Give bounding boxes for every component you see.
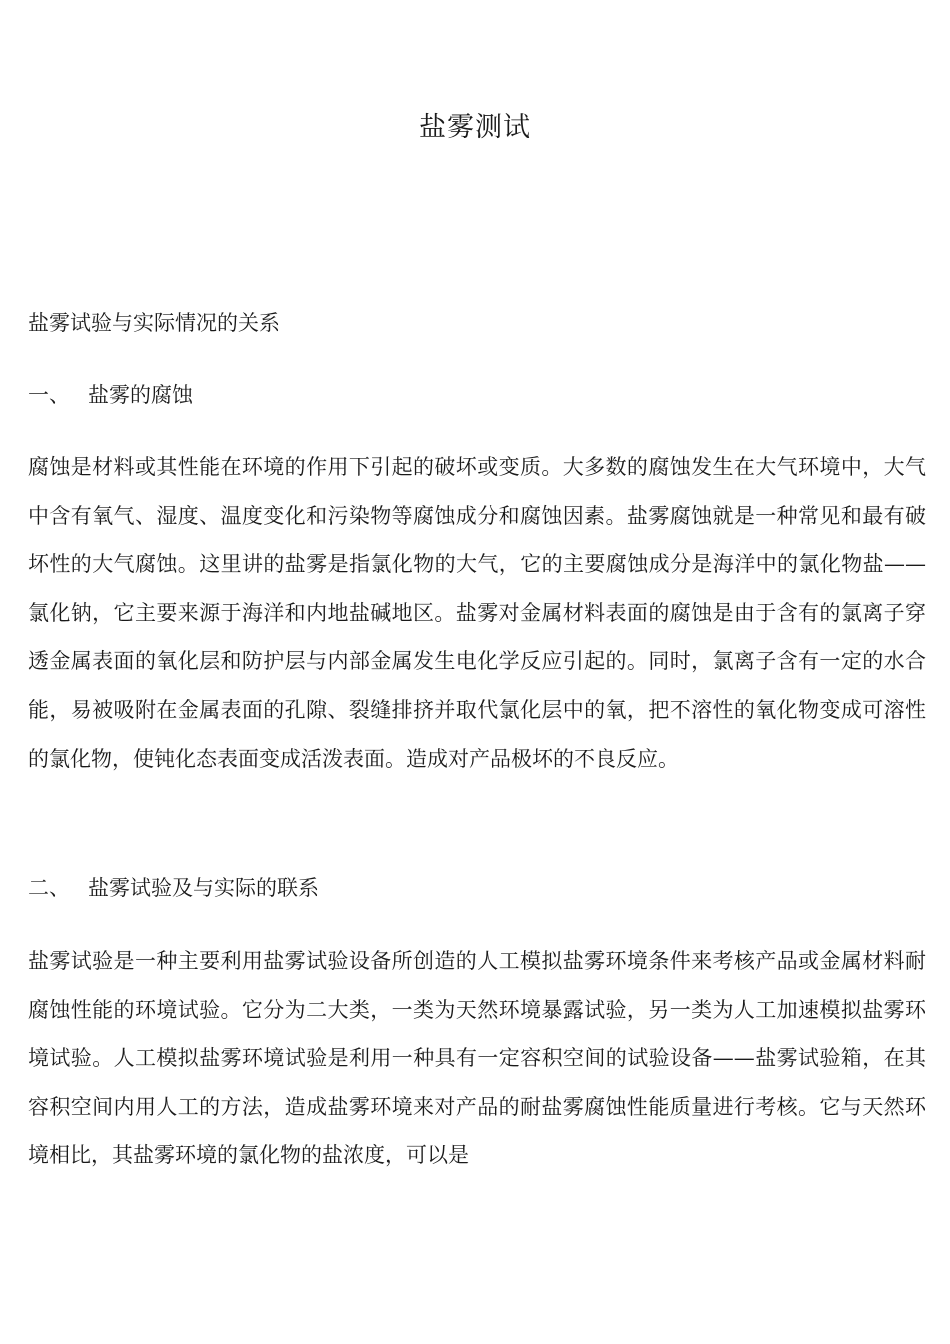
section-number: 二、 [28,876,70,900]
section-number: 一、 [28,383,70,407]
section-heading-text: 盐雾试验及与实际的联系 [88,876,319,900]
section-heading [28,870,319,906]
section-paragraph: 盐雾试验是一种主要利用盐雾试验设备所创造的人工模拟盐雾环境条件来考核产品或金属材料耐腐蚀性能的环境试验。它分为二大类，一类为天然环境暴露试验，另一类为人工加速模拟盐雾环境试验。人工模拟盐雾环境试验是利用一种具有一定容积空间的试验设备——盐雾试验箱，在其容积空间内用人工的方法，造成盐雾环境来对产品的耐盐雾腐蚀性能质量进行考核。它与天然环境相比，其盐雾环境的氯化物的盐浓度，可以是 [28,949,926,1168]
section-heading-text: 盐雾的腐蚀 [88,383,193,407]
section-heading [28,377,193,413]
document-title: 盐雾测试 [419,112,531,143]
section-paragraph: 腐蚀是材料或其性能在环境的作用下引起的破坏或变质。大多数的腐蚀发生在大气环境中，大气中含有氧气、湿度、温度变化和污染物等腐蚀成分和腐蚀因素。盐雾腐蚀就是一种常见和最有破坏性的大气腐蚀。这里讲的盐雾是指氯化物的大气，它的主要腐蚀成分是海洋中的氯化物盐——氯化钠，它主要来源于海洋和内地盐碱地区。盐雾对金属材料表面的腐蚀是由于含有的氯离子穿透金属表面的氧化层和防护层与内部金属发生电化学反应引起的。同时，氯离子含有一定的水合能，易被吸附在金属表面的孔隙、裂缝排挤并取代氯化层中的氧，把不溶性的氧化物变成可溶性的氯化物，使钝化态表面变成活泼表面。造成对产品极坏的不良反应。 [28,455,926,771]
document-subtitle: 盐雾试验与实际情况的关系 [28,311,280,335]
